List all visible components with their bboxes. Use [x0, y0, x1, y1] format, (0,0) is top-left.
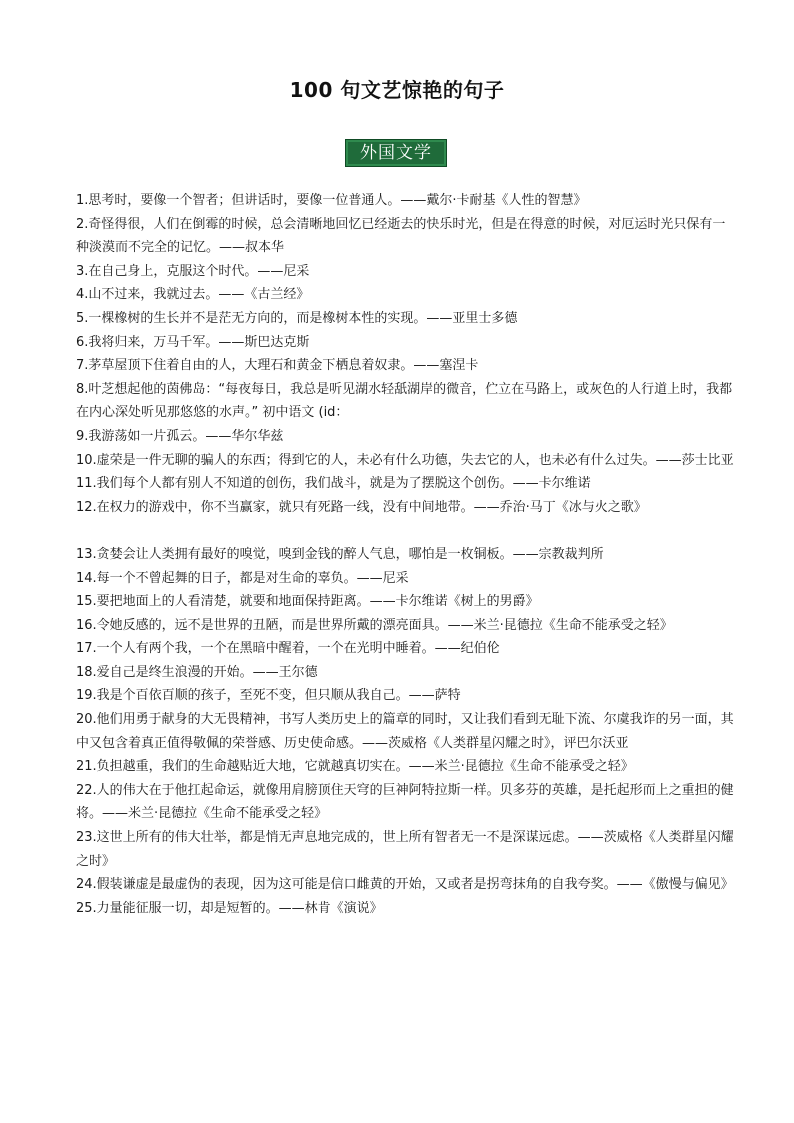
- quote-item: 4.山不过来，我就过去。——《古兰经》: [76, 287, 310, 303]
- quote-item: 1.思考时，要像一个智者；但讲话时，要像一位普通人。——戴尔·卡耐基《人性的智慧》: [76, 193, 587, 208]
- quote-item: 19.我是个百依百顺的孩子，至死不变，但只顺从我自己。——萨特: [76, 688, 461, 704]
- quote-item: 3.在自己身上，克服这个时代。——尼采: [76, 263, 310, 279]
- quote-item: 7.茅草屋顶下住着自由的人，大理石和黄金下栖息着奴隶。——塞涅卡: [76, 358, 479, 374]
- quote-list: [76, 189, 736, 920]
- quote-item: 12.在权力的游戏中，你不当赢家，就只有死路一线，没有中间地带。——乔治·马丁《冰与火之歌》: [76, 499, 647, 515]
- quote-item: 22.人的伟大在于他扛起命运，就像用肩膀顶住天穹的巨神阿特拉斯一样。贝多芬的英雄，是托起形而上之重担的健将。——米兰·昆德拉《生命不能承受之轻》: [76, 782, 734, 822]
- quote-item: 9.我游荡如一片孤云。——华尔华兹: [76, 428, 284, 444]
- quote-item: 6.我将归来，万马千军。——斯巴达克斯: [76, 334, 310, 350]
- quote-item: 14.每一个不曾起舞的日子，都是对生命的辜负。——尼采: [76, 570, 409, 586]
- section-heading-foreign-literature: 外国文学: [345, 139, 447, 167]
- quote-item: 24.假装谦虚是最虚伪的表现，因为这可能是信口雌黄的开始，又或者是拐弯抹角的自我夸奖。——《傲慢与偏见》: [76, 877, 734, 893]
- quote-item: 16.令她反感的，远不是世界的丑陋，而是世界所戴的漂亮面具。——米兰·昆德拉《生命不能承受之轻》: [76, 617, 673, 633]
- quote-item: 10.虚荣是一件无聊的骗人的东西；得到它的人，未必有什么功德，失去它的人，也未必有什么过失。——莎士比亚: [76, 452, 734, 468]
- quote-item: 5.一棵橡树的生长并不是茫无方向的，而是橡树本性的实现。——亚里士多德: [76, 310, 518, 326]
- quote-item: 11.我们每个人都有别人不知道的创伤，我们战斗，就是为了摆脱这个创伤。——卡尔维诺: [76, 476, 591, 492]
- quote-item: 15.要把地面上的人看清楚，就要和地面保持距离。——卡尔维诺《树上的男爵》: [76, 594, 539, 610]
- quote-item: 20.他们用勇于献身的大无畏精神，书写人类历史上的篇章的同时，又让我们看到无耻下流、尔虞我诈的另一面，其中又包含着真正值得敬佩的荣誉感、历史使命感。——茨威格《人类群星闪耀之时》，评巴尔沃亚: [76, 712, 734, 751]
- quote-item: 2.奇怪得很，人们在倒霉的时候，总会清晰地回忆已经逝去的快乐时光，但是在得意的时候，对厄运时光只保有一种淡漠而不完全的记忆。——叔本华: [76, 216, 726, 256]
- quote-item: 8.叶芝想起他的茵佛岛：“每夜每日，我总是听见湖水轻舐湖岸的微音，伫立在马路上，或灰色的人行道上时，我都在内心深处听见那悠悠的水声。” 初中语文 (id：: [76, 381, 733, 421]
- quote-item: 21.负担越重，我们的生命越贴近大地，它就越真切实在。——米兰·昆德拉《生命不能承受之轻》: [76, 759, 634, 775]
- quote-item: 25.力量能征服一切，却是短暂的。——林肯《演说》: [76, 900, 383, 916]
- quote-item: 13.贪婪会让人类拥有最好的嗅觉，嗅到金钱的醉人气息，哪怕是一枚铜板。——宗教裁判所: [76, 546, 604, 562]
- document-title: 100 句文艺惊艳的句子: [289, 78, 505, 102]
- quote-item: 23.这世上所有的伟大壮举，都是悄无声息地完成的，世上所有智者无一不是深谋远虑。——茨威格《人类群星闪耀之时》: [76, 830, 734, 869]
- quote-item: 18.爱自己是终生浪漫的开始。——王尔德: [76, 664, 318, 680]
- quote-item: 17.一个人有两个我，一个在黑暗中醒着，一个在光明中睡着。——纪伯伦: [76, 641, 500, 657]
